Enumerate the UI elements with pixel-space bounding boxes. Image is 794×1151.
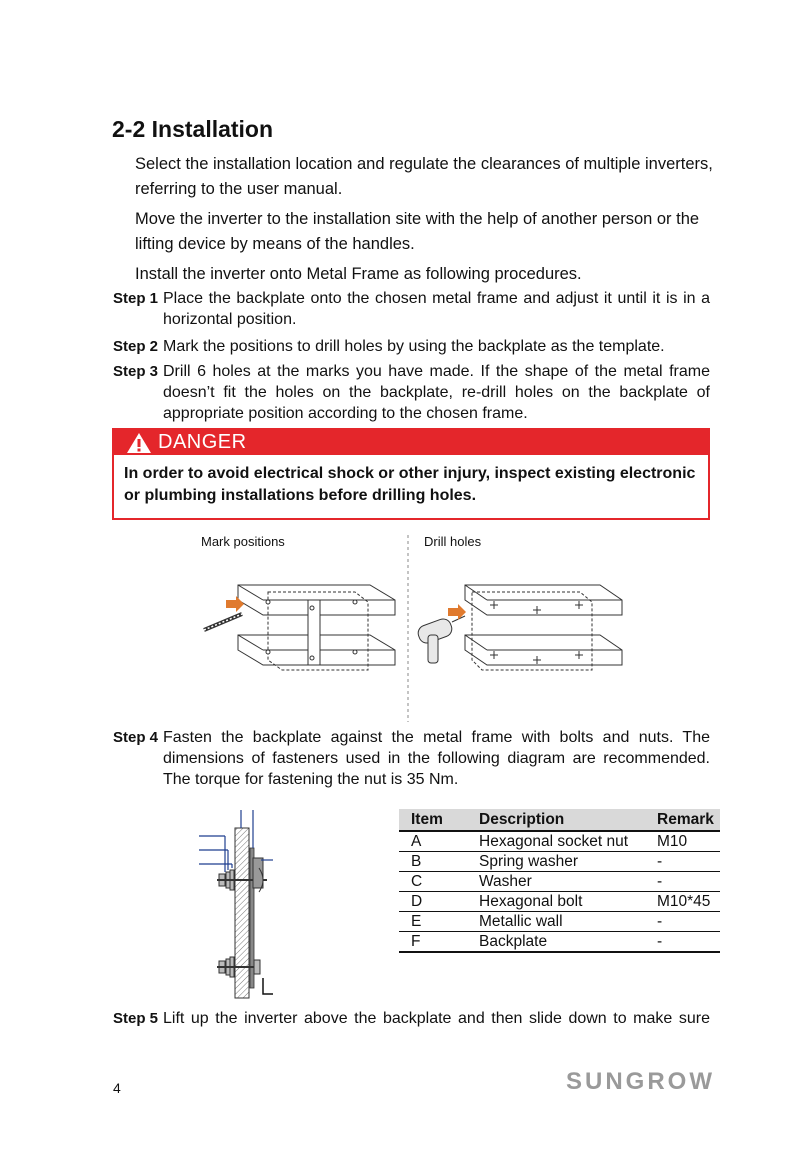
intro-p1-line1: Select the installation location and regulate the clearances of multiple inverters,: [135, 155, 713, 173]
step-3-label: Step 3: [113, 363, 159, 380]
table-row: [399, 831, 720, 852]
cell-remark: -: [645, 912, 720, 932]
step-1-label: Step 1: [113, 290, 159, 307]
cell-description: Hexagonal bolt: [467, 892, 645, 912]
intro-p3: Install the inverter onto Metal Frame as following procedures.: [135, 265, 582, 283]
intro-p1-line2: referring to the user manual.: [135, 180, 343, 198]
intro-p2-line1: Move the inverter to the installation site with the help of another person or the: [135, 210, 700, 228]
cell-description: Washer: [467, 872, 645, 892]
drill-icon: [416, 616, 465, 663]
table-row: [399, 892, 720, 912]
step-2-label: Step 2: [113, 338, 159, 355]
cell-remark: -: [645, 932, 720, 953]
step-4-label: Step 4: [113, 729, 159, 746]
cell-remark: -: [645, 872, 720, 892]
intro-text: [135, 152, 735, 287]
drilling-diagram: [190, 530, 640, 725]
page-number: 4: [113, 1080, 121, 1096]
cell-remark: M10*45: [645, 892, 720, 912]
cell-item: F: [399, 932, 467, 953]
col-item: Item: [399, 809, 467, 831]
metallic-wall: [235, 828, 249, 998]
step-5-text: Lift up the inverter above the backplate and then slide down to make sure: [163, 1010, 710, 1027]
cell-item: A: [399, 831, 467, 852]
col-remark: Remark: [645, 809, 720, 831]
marker-pen-icon: [204, 614, 242, 630]
fastener-table: [399, 809, 720, 953]
caption-drill-holes: Drill holes: [424, 534, 482, 549]
cell-item: B: [399, 852, 467, 872]
cell-description: Hexagonal socket nut: [467, 831, 645, 852]
table-row: [399, 852, 720, 872]
col-description: Description: [467, 809, 645, 831]
cell-item: C: [399, 872, 467, 892]
step-3-text: Drill 6 holes at the marks you have made. If the shape of the metal frame doesn’t fit the holes on the backplate, re-drill holes on the backplate of appropriate position according to the chosen frame.: [163, 363, 710, 422]
step-4-text: Fasten the backplate against the metal frame with bolts and nuts. The dimensions of fasteners used in the following diagram are recommended. The torque for fastening the nut is 35 Nm.: [163, 729, 710, 788]
cell-item: D: [399, 892, 467, 912]
step-5-label: Step 5: [113, 1010, 159, 1027]
cell-description: Backplate: [467, 932, 645, 953]
cell-remark: -: [645, 852, 720, 872]
intro-p2-line2: lifting device by means of the handles.: [135, 235, 415, 253]
danger-header: [114, 430, 708, 455]
fastener-diagram: [195, 808, 285, 1003]
step-1-text: Place the backplate onto the chosen metal frame and adjust it until it is in a horizontal position.: [163, 290, 710, 328]
table-header-row: [399, 809, 720, 831]
danger-title: DANGER: [158, 431, 247, 453]
cell-item: E: [399, 912, 467, 932]
frame-edge: [263, 978, 273, 994]
step-2-text: Mark the positions to drill holes by using the backplate as the template.: [163, 338, 665, 355]
section-title: 2-2 Installation: [112, 116, 274, 142]
metal-frame-right: [465, 585, 622, 670]
warning-icon: [126, 432, 152, 454]
brand-logo: SUNGROW: [566, 1068, 715, 1095]
table-row: [399, 872, 720, 892]
danger-callout: [112, 428, 710, 520]
cell-remark: M10: [645, 831, 720, 852]
cell-description: Metallic wall: [467, 912, 645, 932]
table-row: [399, 912, 720, 932]
caption-mark-positions: Mark positions: [201, 534, 285, 549]
arrow-icon-2: [448, 604, 466, 620]
danger-text: In order to avoid electrical shock or other injury, inspect existing electronic or plumbing installations before drilling holes.: [124, 465, 696, 504]
cell-description: Spring washer: [467, 852, 645, 872]
metal-frame-left: [238, 585, 395, 670]
table-row: [399, 932, 720, 953]
